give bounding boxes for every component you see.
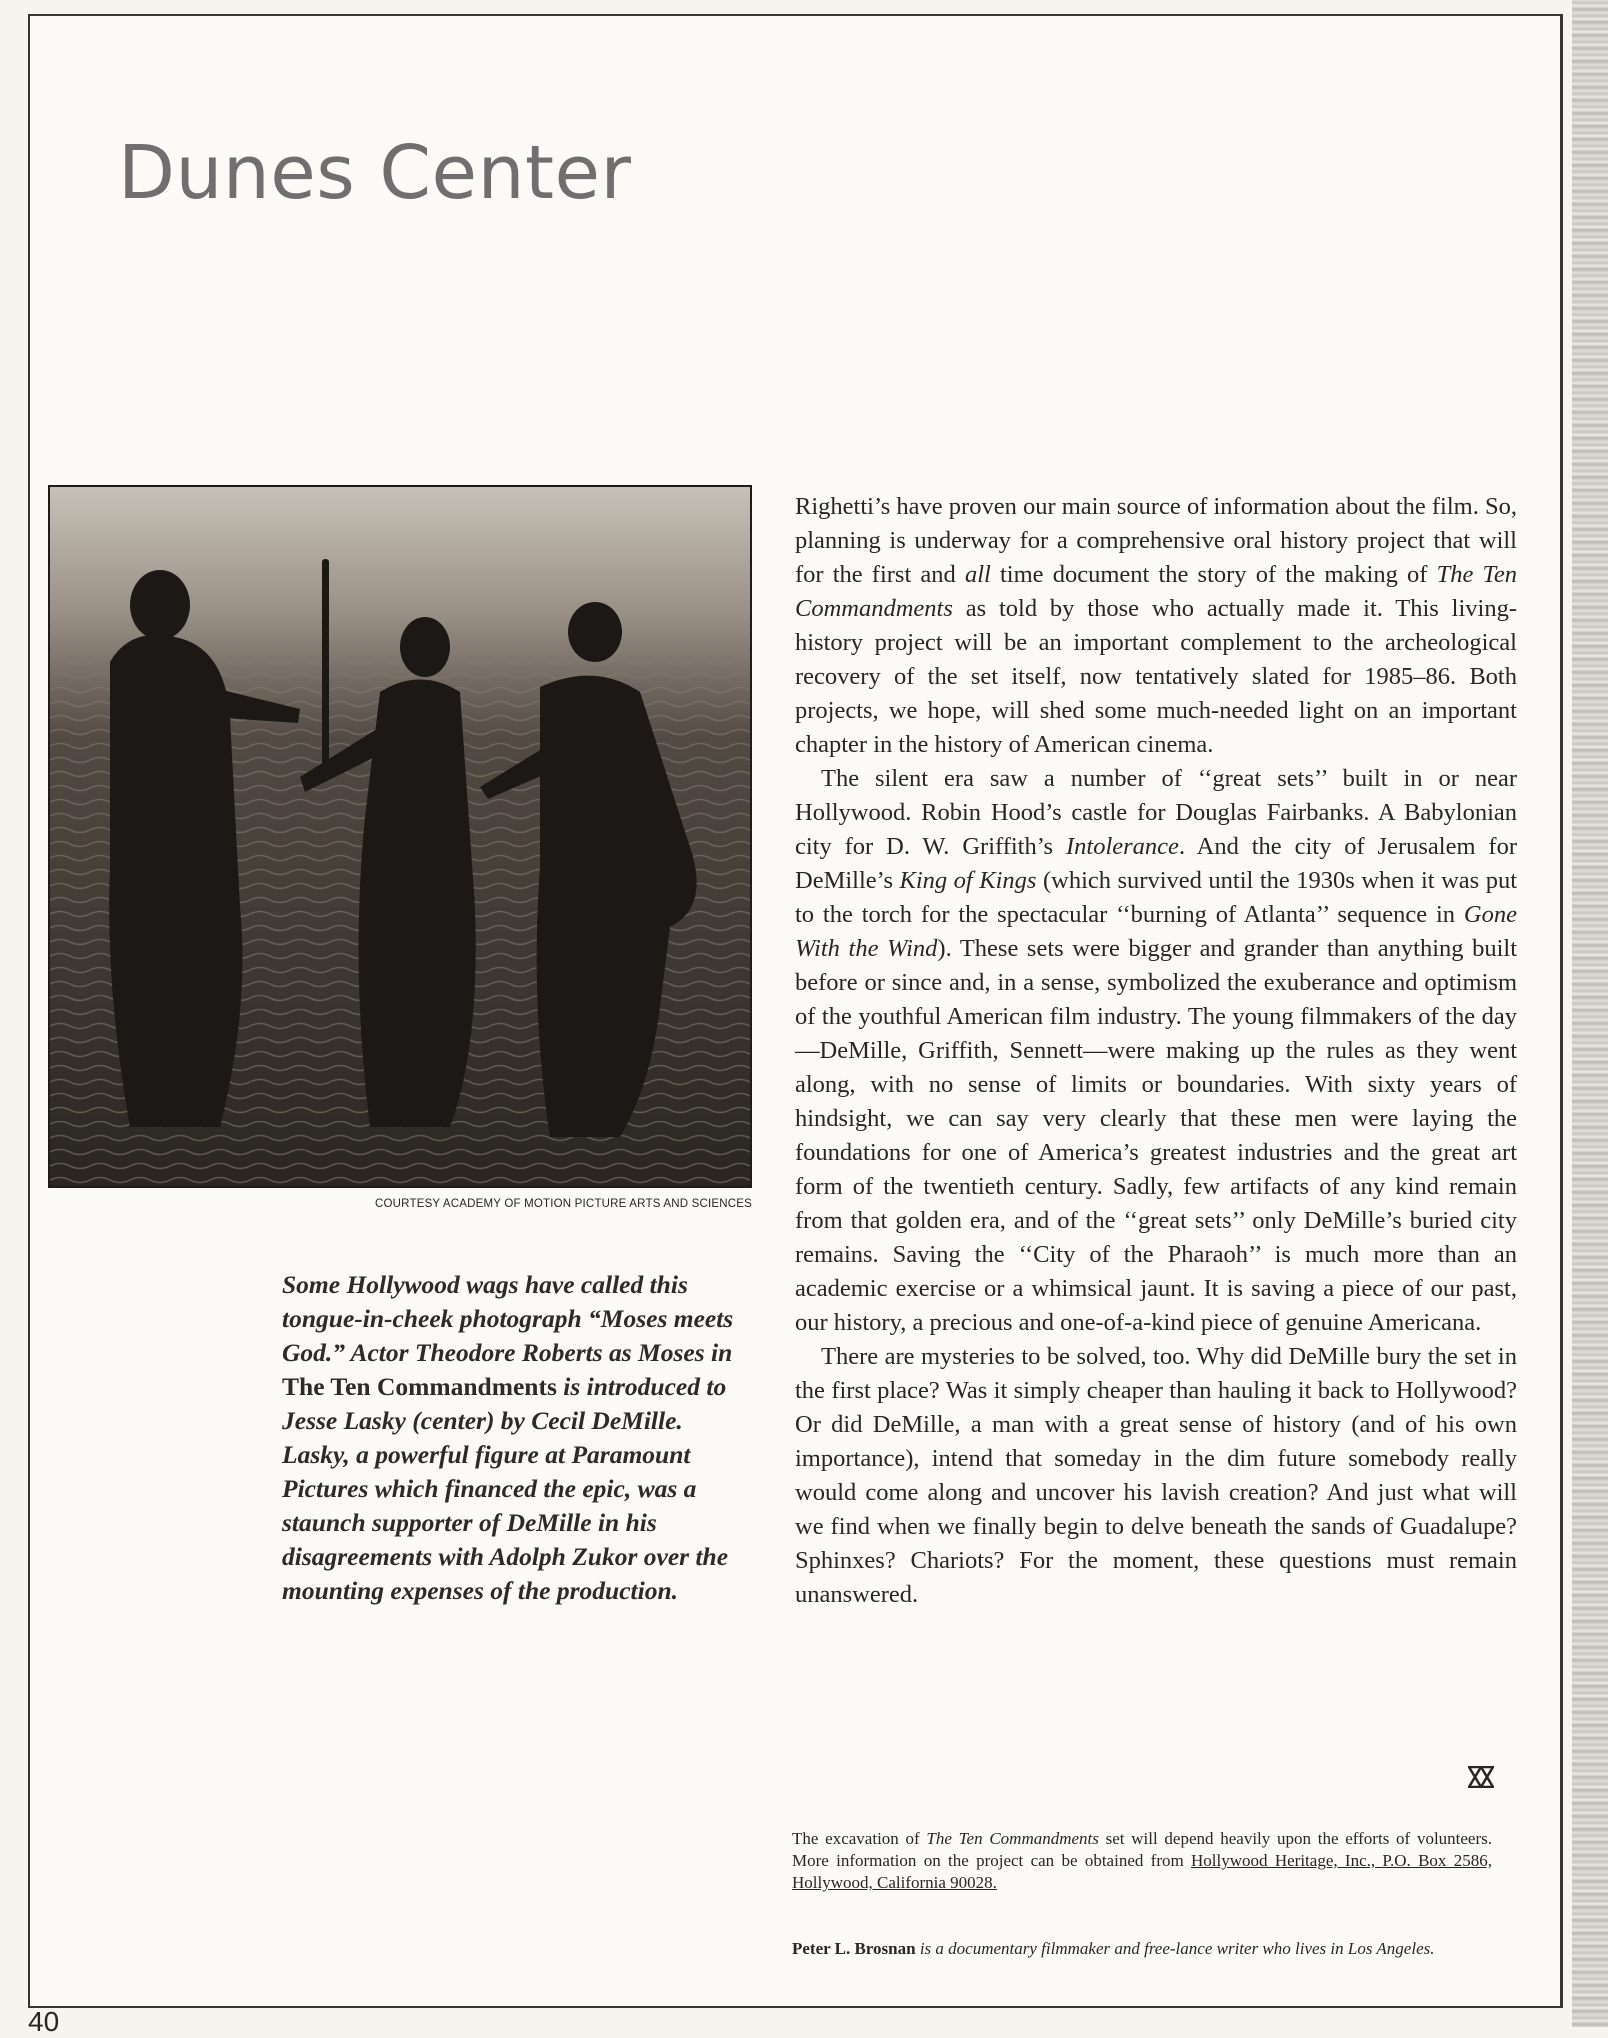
p2-film-intolerance: Intolerance bbox=[1066, 833, 1179, 860]
author-name: Peter L. Brosnan bbox=[792, 1939, 916, 1958]
end-of-article-icon bbox=[1468, 1766, 1494, 1788]
author-description: is a documentary filmmaker and free-lance writer who lives in Los Angeles. bbox=[915, 1939, 1435, 1958]
footnote bbox=[792, 1828, 1492, 1894]
caption-text-2: is introduced to Jesse Lasky (center) by Cecil DeMille. Lasky, a powerful figure at Paramount Pictures which financed the epic, was a staunch supporter of DeMille in his disagreements with Adolph Zukor over the mounting expenses of the production. bbox=[282, 1372, 729, 1605]
p1-emphasis-all: all bbox=[964, 561, 991, 588]
page-number: 40 bbox=[28, 2006, 60, 2037]
p2-film-king-of-kings: King of Kings bbox=[899, 867, 1037, 894]
article-body bbox=[795, 490, 1517, 1612]
footnote-text-b: set will depend heavily upon the efforts of volunteers. More information on the project can be obtained from bbox=[792, 1829, 1493, 1870]
footnote-address: Hollywood Heritage, Inc., P.O. Box 2586, Hollywood, California 90028. bbox=[792, 1851, 1492, 1892]
p2-text-d: ). These sets were bigger and grander than anything built before or since and, in a sense, symbolized the exuberance and optimism of the youthful American film industry. The young filmmakers of the day—DeMille, Griffith, Sennett—were making up the rules as they went along, with no sense of limits or boundaries. With sixty years of hindsight, we can say very clearly that these men were laying the foundations for one of America’s greatest industries and the great art form of the twentieth century. Sadly, few artifacts of any kind remain from that golden era, and of the ‘‘great sets’’ only DeMille’s buried city remains. Saving the ‘‘City of the Pharaoh’’ is much more than an academic exercise or a whimsical jaunt. It is saving a piece of our past, our history, a precious and one-of-a-kind piece of genuine Americana. bbox=[795, 935, 1518, 1336]
footnote-text-a: The excavation of bbox=[792, 1829, 927, 1848]
scan-edge bbox=[1572, 0, 1608, 2027]
footnote-film-title: The Ten Commandments bbox=[926, 1829, 1099, 1848]
photo-illustration bbox=[50, 487, 750, 1186]
p1-text-a: Righetti’s have proven our main source of information about the film. So, planning is underway for a comprehensive oral history project that will for the first and bbox=[795, 493, 1517, 588]
p2-film-gone-with-the-wind: Gone With the Wind bbox=[795, 901, 1517, 962]
p2-text-c: (which survived until the 1930s when it was put to the torch for the spectacular ‘‘burning of Atlanta’’ sequence in bbox=[795, 867, 1518, 928]
p1-text-b: time document the story of the making of bbox=[990, 561, 1437, 588]
photo-credit: COURTESY ACADEMY OF MOTION PICTURE ARTS AND SCIENCES bbox=[375, 1198, 752, 1210]
p1-film-title: The Ten Commandments bbox=[795, 561, 1517, 622]
caption-text-1: Some Hollywood wags have called this tongue-in-cheek photograph “Moses meets God.” Actor Theodore Roberts as Moses in bbox=[282, 1270, 734, 1367]
article-paragraph-1 bbox=[795, 490, 1517, 762]
page-title: Dunes Center bbox=[118, 130, 632, 216]
article-paragraph-3: There are mysteries to be solved, too. Why did DeMille bury the set in the first place? Was it simply cheaper than hauling it back to Hollywood? Or did DeMille, a man with a great sense of history (and of his own importance), intend that someday in the dim future somebody really would come along and uncover his lavish creation? And just what will we find when we finally begin to delve beneath the sands of Guadalupe? Sphinxes? Chariots? For the moment, these questions must remain unanswered. bbox=[795, 1343, 1517, 1608]
p2-text-a: The silent era saw a number of ‘‘great sets’’ built in or near Hollywood. Robin Hood’s castle for Douglas Fairbanks. A Babylonian city for D. W. Griffith’s bbox=[795, 765, 1517, 860]
article-paragraph-2 bbox=[795, 762, 1517, 1340]
photo-caption bbox=[282, 1268, 752, 1608]
historical-photograph bbox=[48, 485, 752, 1188]
author-bio bbox=[792, 1938, 1492, 1960]
p1-text-c: as told by those who actually made it. This living-history project will be an important complement to the archeological recovery of the set itself, now tentatively slated for 1985–86. Both projects, we hope, will shed some much-needed light on an important chapter in the history of American cinema. bbox=[795, 595, 1517, 758]
p2-text-b: . And the city of Jerusalem for DeMille’s bbox=[795, 833, 1518, 894]
caption-film-title: The Ten Commandments bbox=[282, 1372, 557, 1401]
